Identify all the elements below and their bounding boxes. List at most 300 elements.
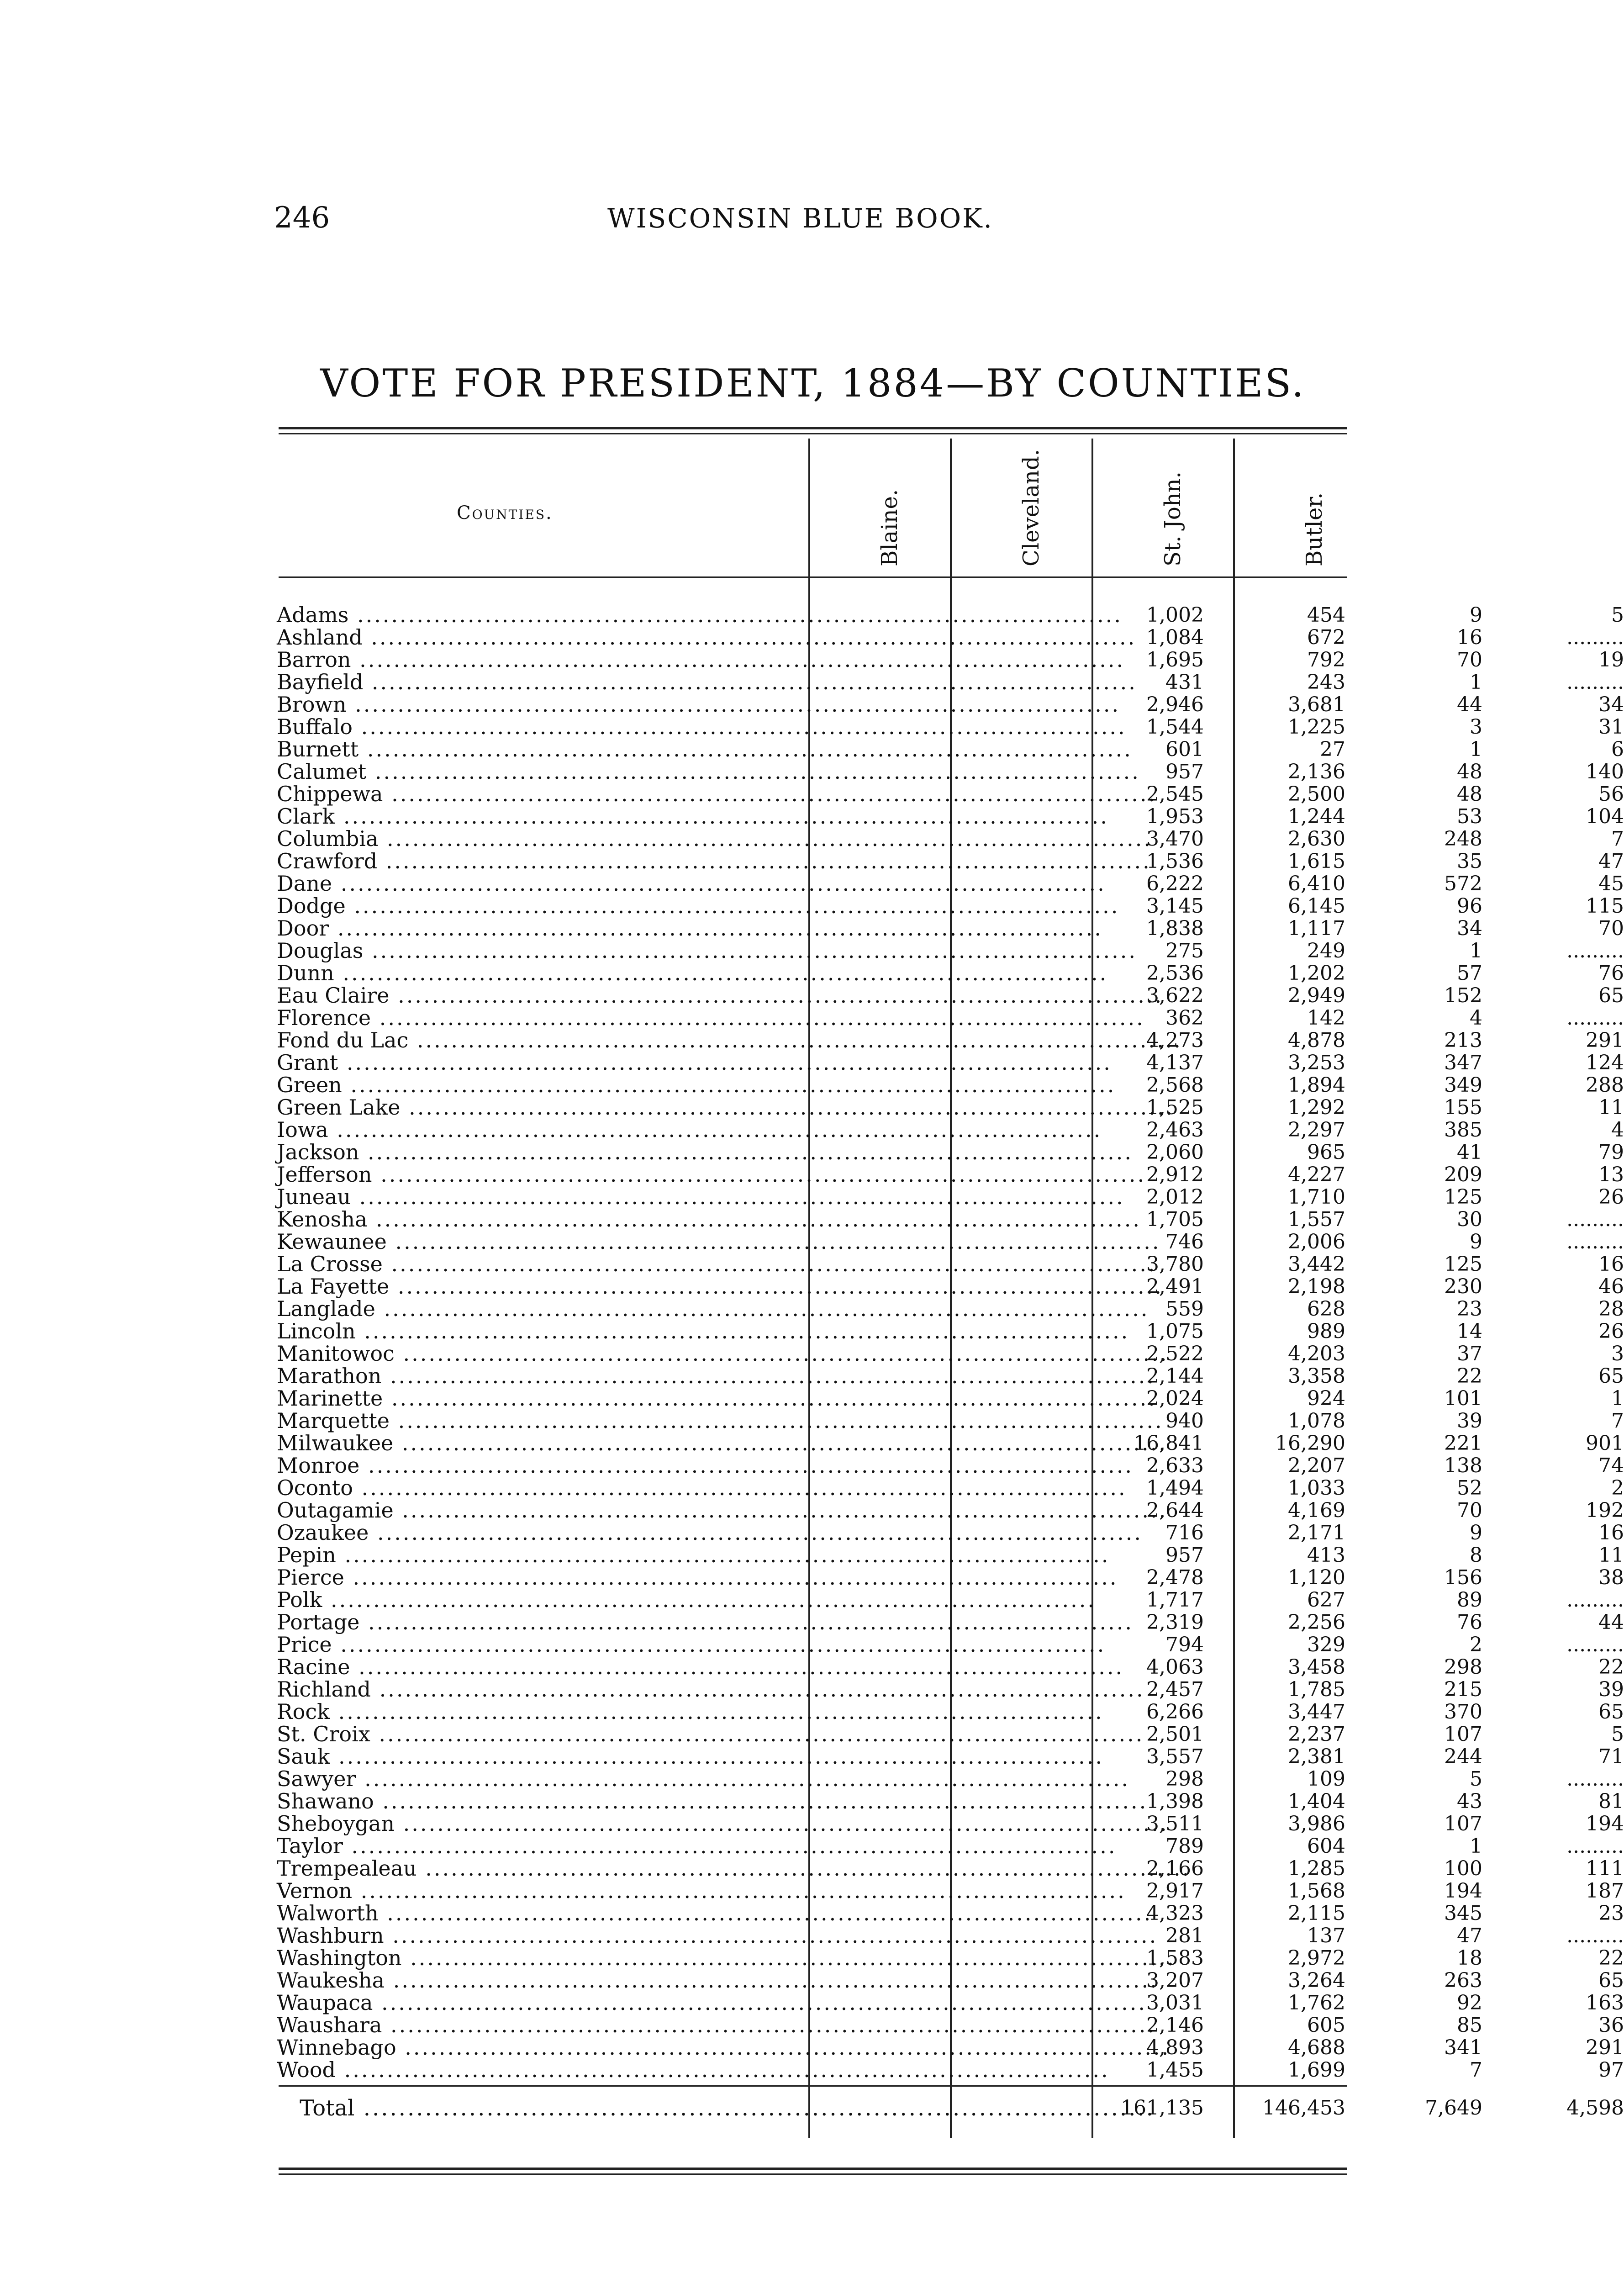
blaine-votes: 716 bbox=[1165, 1521, 1204, 1544]
cleveland-votes: 3,253 bbox=[1288, 1051, 1345, 1074]
county-name: Calumet ..... bbox=[277, 761, 797, 783]
cleveland-votes: 3,447 bbox=[1288, 1700, 1345, 1724]
st-john-votes: 9 bbox=[1470, 603, 1482, 627]
butler-votes: 44 bbox=[1598, 1611, 1624, 1634]
blaine-votes: 1,695 bbox=[1146, 648, 1204, 671]
cleveland-votes: 142 bbox=[1307, 1006, 1345, 1030]
blaine-votes: 1,838 bbox=[1146, 917, 1204, 940]
county-name: Buffalo ..... bbox=[277, 716, 797, 738]
county-name: Oconto ..... bbox=[277, 1477, 797, 1499]
butler-votes: 4 bbox=[1611, 1118, 1624, 1142]
butler-votes: ......... bbox=[1566, 1208, 1624, 1231]
st-john-votes: 44 bbox=[1457, 693, 1482, 716]
butler-votes: 74 bbox=[1598, 1454, 1624, 1477]
cleveland-votes: 1,568 bbox=[1288, 1879, 1345, 1903]
st-john-votes: 209 bbox=[1444, 1163, 1482, 1186]
cleveland-votes: 1,894 bbox=[1288, 1073, 1345, 1097]
st-john-votes: 298 bbox=[1444, 1655, 1482, 1679]
county-name: Dane ..... bbox=[277, 872, 797, 895]
cleveland-votes: 6,410 bbox=[1288, 872, 1345, 895]
st-john-votes: 244 bbox=[1444, 1745, 1482, 1768]
st-john-votes: 138 bbox=[1444, 1454, 1482, 1477]
butler-votes: 7 bbox=[1611, 827, 1624, 851]
blaine-votes: 2,633 bbox=[1146, 1454, 1204, 1477]
cleveland-votes: 3,358 bbox=[1288, 1364, 1345, 1388]
st-john-votes: 1 bbox=[1470, 1835, 1482, 1858]
butler-votes: ......... bbox=[1566, 939, 1624, 962]
st-john-votes: 2 bbox=[1470, 1633, 1482, 1656]
blaine-votes: 2,946 bbox=[1146, 693, 1204, 716]
blaine-votes: 1,717 bbox=[1146, 1588, 1204, 1612]
st-john-votes: 230 bbox=[1444, 1275, 1482, 1298]
cleveland-votes: 3,458 bbox=[1288, 1655, 1345, 1679]
blaine-votes: 794 bbox=[1165, 1633, 1204, 1656]
butler-votes: 65 bbox=[1598, 1969, 1624, 1992]
butler-votes: 124 bbox=[1586, 1051, 1624, 1074]
butler-votes: 22 bbox=[1598, 1946, 1624, 1970]
blaine-votes: 2,917 bbox=[1146, 1879, 1204, 1903]
st-john-votes: 14 bbox=[1457, 1320, 1482, 1343]
blaine-votes: 281 bbox=[1165, 1924, 1204, 1947]
cleveland-votes: 1,202 bbox=[1288, 962, 1345, 985]
cleveland-votes: 2,207 bbox=[1288, 1454, 1345, 1477]
blaine-votes: 2,522 bbox=[1146, 1342, 1204, 1365]
butler-votes: 23 bbox=[1598, 1902, 1624, 1925]
blaine-votes: 2,491 bbox=[1146, 1275, 1204, 1298]
county-name: Florence ..... bbox=[277, 1007, 797, 1029]
cleveland-votes: 2,136 bbox=[1288, 760, 1345, 783]
st-john-votes: 70 bbox=[1457, 1499, 1482, 1522]
butler-votes: 3 bbox=[1611, 1342, 1624, 1365]
butler-votes: 6 bbox=[1611, 738, 1624, 761]
county-name: Washington ..... bbox=[277, 1947, 797, 1969]
st-john-votes: 1 bbox=[1470, 671, 1482, 694]
blaine-votes: 16,841 bbox=[1134, 1432, 1204, 1455]
county-name: Price ..... bbox=[277, 1634, 797, 1656]
county-name: Taylor ..... bbox=[277, 1835, 797, 1857]
county-name: Walworth ..... bbox=[277, 1902, 797, 1924]
butler-votes: 1 bbox=[1611, 1387, 1624, 1410]
st-john-votes: 125 bbox=[1444, 1185, 1482, 1209]
cleveland-votes: 2,972 bbox=[1288, 1946, 1345, 1970]
blaine-votes: 3,557 bbox=[1146, 1745, 1204, 1768]
county-name: Bayfield ..... bbox=[277, 671, 797, 693]
total-st-john: 7,649 bbox=[1425, 2096, 1482, 2120]
st-john-votes: 345 bbox=[1444, 1902, 1482, 1925]
county-name: Rock ..... bbox=[277, 1701, 797, 1723]
county-name: Waushara ..... bbox=[277, 2014, 797, 2036]
st-john-votes: 70 bbox=[1457, 648, 1482, 671]
blaine-votes: 2,024 bbox=[1146, 1387, 1204, 1410]
cleveland-votes: 4,227 bbox=[1288, 1163, 1345, 1186]
county-name: Dodge ..... bbox=[277, 895, 797, 917]
blaine-votes: 2,568 bbox=[1146, 1073, 1204, 1097]
cleveland-votes: 3,442 bbox=[1288, 1253, 1345, 1276]
butler-votes: ......... bbox=[1566, 1230, 1624, 1253]
cleveland-votes: 2,949 bbox=[1288, 984, 1345, 1007]
cleveland-votes: 1,785 bbox=[1288, 1678, 1345, 1701]
county-name: Eau Claire ..... bbox=[277, 984, 797, 1007]
county-name: Trempealeau ..... bbox=[277, 1857, 797, 1880]
st-john-votes: 39 bbox=[1457, 1409, 1482, 1433]
county-name: Marinette ..... bbox=[277, 1387, 797, 1410]
blaine-votes: 2,501 bbox=[1146, 1723, 1204, 1746]
butler-votes: 291 bbox=[1586, 2036, 1624, 2059]
cleveland-votes: 3,681 bbox=[1288, 693, 1345, 716]
blaine-votes: 2,478 bbox=[1146, 1566, 1204, 1589]
st-john-votes: 152 bbox=[1444, 984, 1482, 1007]
butler-votes: 11 bbox=[1598, 1096, 1624, 1119]
blaine-votes: 6,222 bbox=[1146, 872, 1204, 895]
butler-votes: ......... bbox=[1566, 1767, 1624, 1791]
cleveland-votes: 243 bbox=[1307, 671, 1345, 694]
county-name: Clark ..... bbox=[277, 805, 797, 828]
cleveland-votes: 3,264 bbox=[1288, 1969, 1345, 1992]
blaine-votes: 1,583 bbox=[1146, 1946, 1204, 1970]
butler-votes: ......... bbox=[1566, 1006, 1624, 1030]
county-name: Douglas ..... bbox=[277, 940, 797, 962]
butler-votes: 76 bbox=[1598, 962, 1624, 985]
st-john-votes: 341 bbox=[1444, 2036, 1482, 2059]
county-name: Adams ..... bbox=[277, 604, 797, 626]
blaine-votes: 3,470 bbox=[1146, 827, 1204, 851]
butler-votes: 19 bbox=[1598, 648, 1624, 671]
page-number: 246 bbox=[274, 201, 330, 235]
county-name: Pepin ..... bbox=[277, 1544, 797, 1566]
county-name: Jefferson ..... bbox=[277, 1163, 797, 1186]
butler-votes: 16 bbox=[1598, 1253, 1624, 1276]
cleveland-votes: 2,006 bbox=[1288, 1230, 1345, 1253]
cleveland-votes: 2,297 bbox=[1288, 1118, 1345, 1142]
county-name: Brown ..... bbox=[277, 693, 797, 716]
county-name: Shawano ..... bbox=[277, 1790, 797, 1813]
blaine-votes: 4,273 bbox=[1146, 1029, 1204, 1052]
cleveland-votes: 1,117 bbox=[1288, 917, 1345, 940]
st-john-votes: 92 bbox=[1457, 1991, 1482, 2014]
st-john-votes: 213 bbox=[1444, 1029, 1482, 1052]
cleveland-votes: 4,203 bbox=[1288, 1342, 1345, 1365]
st-john-votes: 100 bbox=[1444, 1857, 1482, 1880]
st-john-votes: 52 bbox=[1457, 1476, 1482, 1500]
cleveland-votes: 989 bbox=[1307, 1320, 1345, 1343]
county-name: Lincoln ..... bbox=[277, 1320, 797, 1343]
blaine-votes: 275 bbox=[1165, 939, 1204, 962]
blaine-votes: 4,893 bbox=[1146, 2036, 1204, 2059]
st-john-header: St. John. bbox=[1160, 471, 1186, 566]
cleveland-votes: 1,078 bbox=[1288, 1409, 1345, 1433]
running-head: WISCONSIN BLUE BOOK. bbox=[607, 203, 993, 234]
total-cleveland: 146,453 bbox=[1262, 2096, 1345, 2120]
st-john-votes: 9 bbox=[1470, 1521, 1482, 1544]
blaine-votes: 1,494 bbox=[1146, 1476, 1204, 1500]
cleveland-votes: 605 bbox=[1307, 2014, 1345, 2037]
butler-votes: 28 bbox=[1598, 1297, 1624, 1321]
county-name: Richland ..... bbox=[277, 1678, 797, 1701]
blaine-votes: 3,511 bbox=[1146, 1812, 1204, 1835]
butler-votes: 26 bbox=[1598, 1320, 1624, 1343]
blaine-votes: 957 bbox=[1165, 760, 1204, 783]
blaine-votes: 298 bbox=[1165, 1767, 1204, 1791]
st-john-votes: 215 bbox=[1444, 1678, 1482, 1701]
butler-votes: 36 bbox=[1598, 2014, 1624, 2037]
county-name: Marathon ..... bbox=[277, 1365, 797, 1387]
butler-votes: ......... bbox=[1566, 671, 1624, 694]
county-name: Barron ..... bbox=[277, 649, 797, 671]
butler-votes: 111 bbox=[1586, 1857, 1624, 1880]
cleveland-votes: 1,699 bbox=[1288, 2058, 1345, 2082]
county-name: Green ..... bbox=[277, 1074, 797, 1096]
cleveland-votes: 4,878 bbox=[1288, 1029, 1345, 1052]
county-name: Green Lake ..... bbox=[277, 1096, 797, 1119]
blaine-votes: 1,075 bbox=[1146, 1320, 1204, 1343]
total-rule bbox=[279, 2085, 1347, 2087]
blaine-votes: 789 bbox=[1165, 1835, 1204, 1858]
county-name: Juneau ..... bbox=[277, 1186, 797, 1208]
butler-votes: 115 bbox=[1586, 894, 1624, 918]
butler-votes: 104 bbox=[1586, 805, 1624, 828]
blaine-votes: 1,544 bbox=[1146, 715, 1204, 739]
butler-votes: 22 bbox=[1598, 1655, 1624, 1679]
blaine-votes: 2,319 bbox=[1146, 1611, 1204, 1634]
butler-votes: 192 bbox=[1586, 1499, 1624, 1522]
blaine-votes: 1,455 bbox=[1146, 2058, 1204, 2082]
cleveland-votes: 628 bbox=[1307, 1297, 1345, 1321]
butler-votes: 81 bbox=[1598, 1790, 1624, 1813]
butler-votes: 194 bbox=[1586, 1812, 1624, 1835]
county-name: La Crosse ..... bbox=[277, 1253, 797, 1275]
county-name: Sawyer ..... bbox=[277, 1768, 797, 1790]
butler-votes: 71 bbox=[1598, 1745, 1624, 1768]
st-john-votes: 194 bbox=[1444, 1879, 1482, 1903]
cleveland-votes: 1,615 bbox=[1288, 850, 1345, 873]
st-john-votes: 76 bbox=[1457, 1611, 1482, 1634]
blaine-votes: 1,536 bbox=[1146, 850, 1204, 873]
st-john-votes: 18 bbox=[1457, 1946, 1482, 1970]
blaine-votes: 940 bbox=[1165, 1409, 1204, 1433]
county-name: Kewaunee ..... bbox=[277, 1231, 797, 1253]
st-john-votes: 96 bbox=[1457, 894, 1482, 918]
butler-votes: 47 bbox=[1598, 850, 1624, 873]
cleveland-votes: 329 bbox=[1307, 1633, 1345, 1656]
top-rule-thin bbox=[279, 433, 1347, 434]
butler-votes: 163 bbox=[1586, 1991, 1624, 2014]
blaine-votes: 3,780 bbox=[1146, 1253, 1204, 1276]
st-john-votes: 572 bbox=[1444, 872, 1482, 895]
county-name: St. Croix ..... bbox=[277, 1723, 797, 1745]
county-name: Grant ..... bbox=[277, 1052, 797, 1074]
blaine-votes: 3,031 bbox=[1146, 1991, 1204, 2014]
bottom-rule bbox=[279, 2168, 1347, 2170]
butler-votes: 901 bbox=[1586, 1432, 1624, 1455]
butler-votes: 39 bbox=[1598, 1678, 1624, 1701]
cleveland-votes: 792 bbox=[1307, 648, 1345, 671]
butler-votes: 16 bbox=[1598, 1521, 1624, 1544]
blaine-votes: 362 bbox=[1165, 1006, 1204, 1030]
butler-votes: 13 bbox=[1598, 1163, 1624, 1186]
butler-votes: 38 bbox=[1598, 1566, 1624, 1589]
st-john-votes: 370 bbox=[1444, 1700, 1482, 1724]
cleveland-votes: 1,762 bbox=[1288, 1991, 1345, 2014]
cleveland-votes: 2,381 bbox=[1288, 1745, 1345, 1768]
blaine-votes: 2,060 bbox=[1146, 1141, 1204, 1164]
blaine-header: Blaine. bbox=[877, 489, 902, 566]
st-john-votes: 43 bbox=[1457, 1790, 1482, 1813]
butler-votes: 65 bbox=[1598, 984, 1624, 1007]
st-john-votes: 221 bbox=[1444, 1432, 1482, 1455]
st-john-votes: 107 bbox=[1444, 1812, 1482, 1835]
cleveland-votes: 4,169 bbox=[1288, 1499, 1345, 1522]
total-label: Total ..... bbox=[300, 2094, 797, 2122]
butler-votes: 46 bbox=[1598, 1275, 1624, 1298]
blaine-votes: 2,457 bbox=[1146, 1678, 1204, 1701]
total-row bbox=[277, 2094, 1624, 2122]
county-name: Fond du Lac ..... bbox=[277, 1029, 797, 1052]
st-john-votes: 101 bbox=[1444, 1387, 1482, 1410]
county-name: Sauk ..... bbox=[277, 1745, 797, 1768]
county-name: Wood ..... bbox=[277, 2059, 797, 2081]
header-rule bbox=[279, 576, 1347, 578]
cleveland-votes: 627 bbox=[1307, 1588, 1345, 1612]
blaine-votes: 746 bbox=[1165, 1230, 1204, 1253]
cleveland-votes: 3,986 bbox=[1288, 1812, 1345, 1835]
blaine-votes: 3,145 bbox=[1146, 894, 1204, 918]
st-john-votes: 125 bbox=[1444, 1253, 1482, 1276]
cleveland-votes: 2,171 bbox=[1288, 1521, 1345, 1544]
st-john-votes: 3 bbox=[1470, 715, 1482, 739]
st-john-votes: 248 bbox=[1444, 827, 1482, 851]
st-john-votes: 155 bbox=[1444, 1096, 1482, 1119]
st-john-votes: 48 bbox=[1457, 782, 1482, 806]
st-john-votes: 48 bbox=[1457, 760, 1482, 783]
cleveland-votes: 454 bbox=[1307, 603, 1345, 627]
blaine-votes: 1,084 bbox=[1146, 626, 1204, 649]
blaine-votes: 601 bbox=[1165, 738, 1204, 761]
county-name: Jackson ..... bbox=[277, 1141, 797, 1163]
blaine-votes: 1,953 bbox=[1146, 805, 1204, 828]
county-name: Ashland ..... bbox=[277, 626, 797, 649]
butler-votes: ......... bbox=[1566, 626, 1624, 649]
butler-header: Butler. bbox=[1302, 492, 1327, 566]
cleveland-votes: 1,292 bbox=[1288, 1096, 1345, 1119]
county-name: Waupaca ..... bbox=[277, 1992, 797, 2014]
st-john-votes: 8 bbox=[1470, 1544, 1482, 1567]
st-john-votes: 30 bbox=[1457, 1208, 1482, 1231]
butler-votes: 65 bbox=[1598, 1700, 1624, 1724]
county-name: Washburn ..... bbox=[277, 1924, 797, 1947]
butler-votes: 187 bbox=[1586, 1879, 1624, 1903]
butler-votes: 56 bbox=[1598, 782, 1624, 806]
blaine-votes: 1,398 bbox=[1146, 1790, 1204, 1813]
cleveland-votes: 1,225 bbox=[1288, 715, 1345, 739]
county-name: Milwaukee ..... bbox=[277, 1432, 797, 1454]
cleveland-votes: 1,404 bbox=[1288, 1790, 1345, 1813]
county-name: Ozaukee ..... bbox=[277, 1522, 797, 1544]
cleveland-votes: 604 bbox=[1307, 1835, 1345, 1858]
counties-header: Counties. bbox=[457, 502, 553, 523]
county-name: Crawford ..... bbox=[277, 850, 797, 872]
butler-votes: 65 bbox=[1598, 1364, 1624, 1388]
st-john-votes: 85 bbox=[1457, 2014, 1482, 2037]
blaine-votes: 4,323 bbox=[1146, 1902, 1204, 1925]
st-john-votes: 347 bbox=[1444, 1051, 1482, 1074]
blaine-votes: 6,266 bbox=[1146, 1700, 1204, 1724]
st-john-votes: 57 bbox=[1457, 962, 1482, 985]
county-name: Columbia ..... bbox=[277, 828, 797, 850]
cleveland-header: Cleveland. bbox=[1018, 449, 1044, 566]
cleveland-votes: 1,033 bbox=[1288, 1476, 1345, 1500]
cleveland-votes: 2,500 bbox=[1288, 782, 1345, 806]
cleveland-votes: 2,630 bbox=[1288, 827, 1345, 851]
cleveland-votes: 924 bbox=[1307, 1387, 1345, 1410]
cleveland-votes: 2,198 bbox=[1288, 1275, 1345, 1298]
cleveland-votes: 6,145 bbox=[1288, 894, 1345, 918]
county-name: Dunn ..... bbox=[277, 962, 797, 984]
butler-votes: 45 bbox=[1598, 872, 1624, 895]
st-john-votes: 349 bbox=[1444, 1073, 1482, 1097]
butler-votes: 11 bbox=[1598, 1544, 1624, 1567]
cleveland-votes: 672 bbox=[1307, 626, 1345, 649]
st-john-votes: 263 bbox=[1444, 1969, 1482, 1992]
st-john-votes: 385 bbox=[1444, 1118, 1482, 1142]
cleveland-votes: 1,285 bbox=[1288, 1857, 1345, 1880]
st-john-votes: 34 bbox=[1457, 917, 1482, 940]
butler-votes: 140 bbox=[1586, 760, 1624, 783]
cleveland-votes: 1,120 bbox=[1288, 1566, 1345, 1589]
county-name: Racine ..... bbox=[277, 1656, 797, 1678]
st-john-votes: 89 bbox=[1457, 1588, 1482, 1612]
st-john-votes: 4 bbox=[1470, 1006, 1482, 1030]
county-name: Portage ..... bbox=[277, 1611, 797, 1634]
total-butler: 4,598 bbox=[1566, 2096, 1624, 2120]
blaine-votes: 2,166 bbox=[1146, 1857, 1204, 1880]
blaine-votes: 2,545 bbox=[1146, 782, 1204, 806]
butler-votes: 97 bbox=[1598, 2058, 1624, 2082]
blaine-votes: 4,137 bbox=[1146, 1051, 1204, 1074]
st-john-votes: 5 bbox=[1470, 1767, 1482, 1791]
butler-votes: ......... bbox=[1566, 1924, 1624, 1947]
cleveland-votes: 2,237 bbox=[1288, 1723, 1345, 1746]
county-name: Burnett ..... bbox=[277, 738, 797, 761]
butler-votes: 26 bbox=[1598, 1185, 1624, 1209]
county-name: Waukesha ..... bbox=[277, 1969, 797, 1992]
butler-votes: ......... bbox=[1566, 1633, 1624, 1656]
cleveland-votes: 1,244 bbox=[1288, 805, 1345, 828]
st-john-votes: 9 bbox=[1470, 1230, 1482, 1253]
st-john-votes: 41 bbox=[1457, 1141, 1482, 1164]
st-john-votes: 107 bbox=[1444, 1723, 1482, 1746]
blaine-votes: 1,002 bbox=[1146, 603, 1204, 627]
county-name: Door ..... bbox=[277, 917, 797, 940]
st-john-votes: 47 bbox=[1457, 1924, 1482, 1947]
county-name: La Fayette ..... bbox=[277, 1275, 797, 1298]
blaine-votes: 2,146 bbox=[1146, 2014, 1204, 2037]
blaine-votes: 1,525 bbox=[1146, 1096, 1204, 1119]
cleveland-votes: 137 bbox=[1307, 1924, 1345, 1947]
st-john-votes: 35 bbox=[1457, 850, 1482, 873]
cleveland-votes: 109 bbox=[1307, 1767, 1345, 1791]
cleveland-votes: 27 bbox=[1320, 738, 1345, 761]
county-name: Marquette ..... bbox=[277, 1410, 797, 1432]
st-john-votes: 156 bbox=[1444, 1566, 1482, 1589]
st-john-votes: 23 bbox=[1457, 1297, 1482, 1321]
blaine-votes: 1,705 bbox=[1146, 1208, 1204, 1231]
st-john-votes: 53 bbox=[1457, 805, 1482, 828]
cleveland-votes: 4,688 bbox=[1288, 2036, 1345, 2059]
blaine-votes: 957 bbox=[1165, 1544, 1204, 1567]
butler-votes: 2 bbox=[1611, 1476, 1624, 1500]
county-name: Sheboygan ..... bbox=[277, 1813, 797, 1835]
county-name: Manitowoc ..... bbox=[277, 1343, 797, 1365]
